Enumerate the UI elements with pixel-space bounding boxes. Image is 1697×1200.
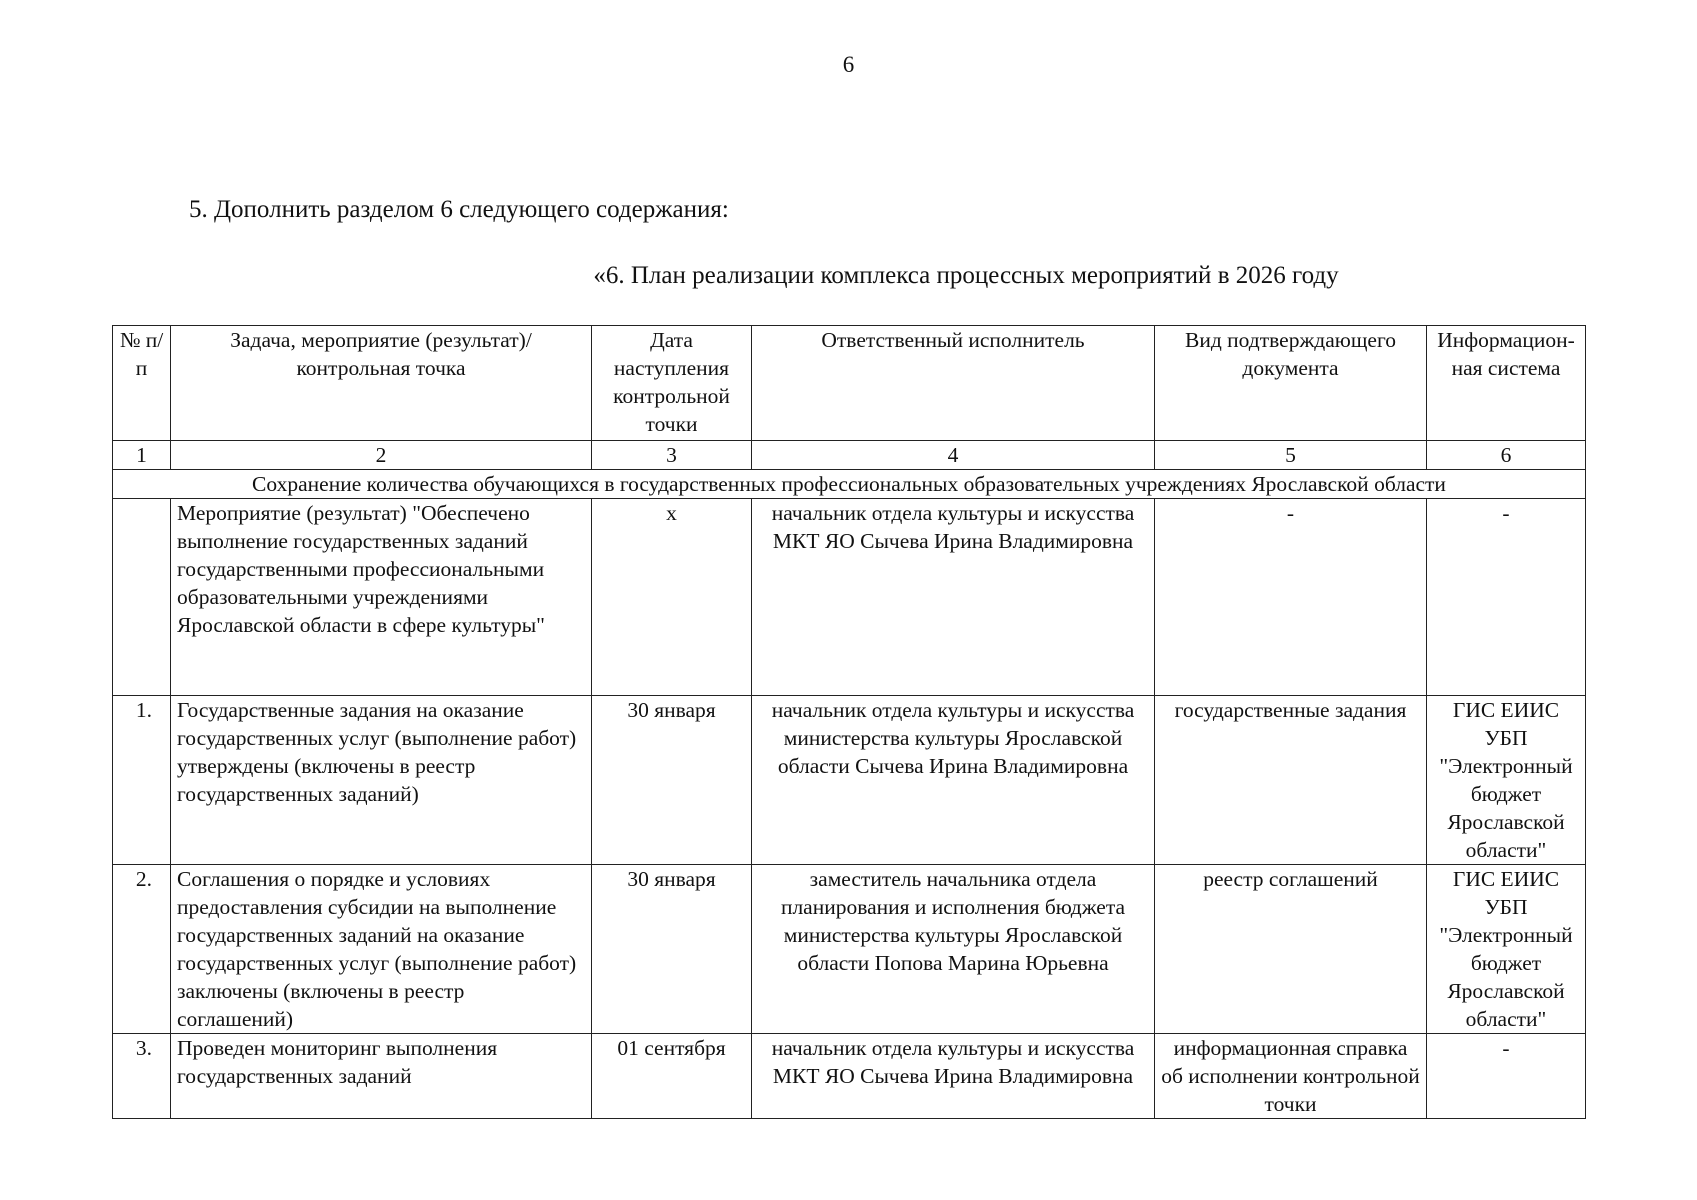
table-row xyxy=(113,1034,1586,1119)
row-system: - xyxy=(1427,499,1586,696)
row-document: государственные задания xyxy=(1155,696,1427,865)
intro-text: 5. Дополнить разделом 6 следующего содержания: xyxy=(189,196,729,223)
table-row xyxy=(113,499,1586,696)
section-row xyxy=(113,470,1586,499)
row-document: - xyxy=(1155,499,1427,696)
row-executor: начальник отдела культуры и искусства министерства культуры Ярославской области Сычева Ирина Владимировна xyxy=(752,696,1155,865)
header-cell-num: № п/п xyxy=(113,326,171,441)
row-document: информационная справка об исполнении контрольной точки xyxy=(1155,1034,1427,1119)
column-number: 4 xyxy=(752,441,1155,470)
header-cell-document: Вид подтверждающего документа xyxy=(1155,326,1427,441)
column-number-row xyxy=(113,441,1586,470)
row-system: ГИС ЕИИС УБП "Электронный бюджет Ярославской области" xyxy=(1427,865,1586,1034)
section-title-text: «6. План реализации комплекса процессных мероприятий в 2026 году xyxy=(593,262,1339,289)
table-header-row xyxy=(113,326,1586,441)
row-system: - xyxy=(1427,1034,1586,1119)
table-row xyxy=(113,696,1586,865)
table-row xyxy=(113,865,1586,1034)
column-number: 6 xyxy=(1427,441,1586,470)
row-number: 2. xyxy=(113,865,171,1034)
row-system: ГИС ЕИИС УБП "Электронный бюджет Ярославской области" xyxy=(1427,696,1586,865)
row-date: 01 сентября xyxy=(592,1034,752,1119)
row-task: Государственные задания на оказание государственных услуг (выполнение работ) утверждены (включены в реестр государственных заданий) xyxy=(171,696,592,865)
row-executor: заместитель начальника отдела планирования и исполнения бюджета министерства культуры Ярославской области Попова Марина Юрьевна xyxy=(752,865,1155,1034)
row-number: 3. xyxy=(113,1034,171,1119)
header-cell-date: Дата наступления контрольной точки xyxy=(592,326,752,441)
row-date: 30 января xyxy=(592,696,752,865)
section-title xyxy=(0,262,1697,290)
header-cell-system: Информацион-ная система xyxy=(1427,326,1586,441)
header-cell-executor: Ответственный исполнитель xyxy=(752,326,1155,441)
row-task: Проведен мониторинг выполнения государственных заданий xyxy=(171,1034,592,1119)
row-date: 30 января xyxy=(592,865,752,1034)
row-document: реестр соглашений xyxy=(1155,865,1427,1034)
column-number: 5 xyxy=(1155,441,1427,470)
header-cell-task: Задача, мероприятие (результат)/ контрольная точка xyxy=(171,326,592,441)
column-number: 1 xyxy=(113,441,171,470)
page-number: 6 xyxy=(842,52,855,77)
plan-table xyxy=(112,325,1586,1119)
row-executor: начальник отдела культуры и искусства МКТ ЯО Сычева Ирина Владимировна xyxy=(752,499,1155,696)
row-number xyxy=(113,499,171,696)
section-row-text: Сохранение количества обучающихся в государственных профессиональных образовательных учреждениях Ярославской области xyxy=(113,470,1586,499)
row-task: Соглашения о порядке и условиях предоставления субсидии на выполнение государственных заданий на оказание государственных услуг (выполнение работ) заключены (включены в реестр соглашений) xyxy=(171,865,592,1034)
column-number: 2 xyxy=(171,441,592,470)
row-number: 1. xyxy=(113,696,171,865)
row-executor: начальник отдела культуры и искусства МКТ ЯО Сычева Ирина Владимировна xyxy=(752,1034,1155,1119)
column-number: 3 xyxy=(592,441,752,470)
row-task: Мероприятие (результат) "Обеспечено выполнение государственных заданий государственными профессиональными образовательными учреждениями Ярославской области в сфере культуры" xyxy=(171,499,592,696)
row-date: х xyxy=(592,499,752,696)
